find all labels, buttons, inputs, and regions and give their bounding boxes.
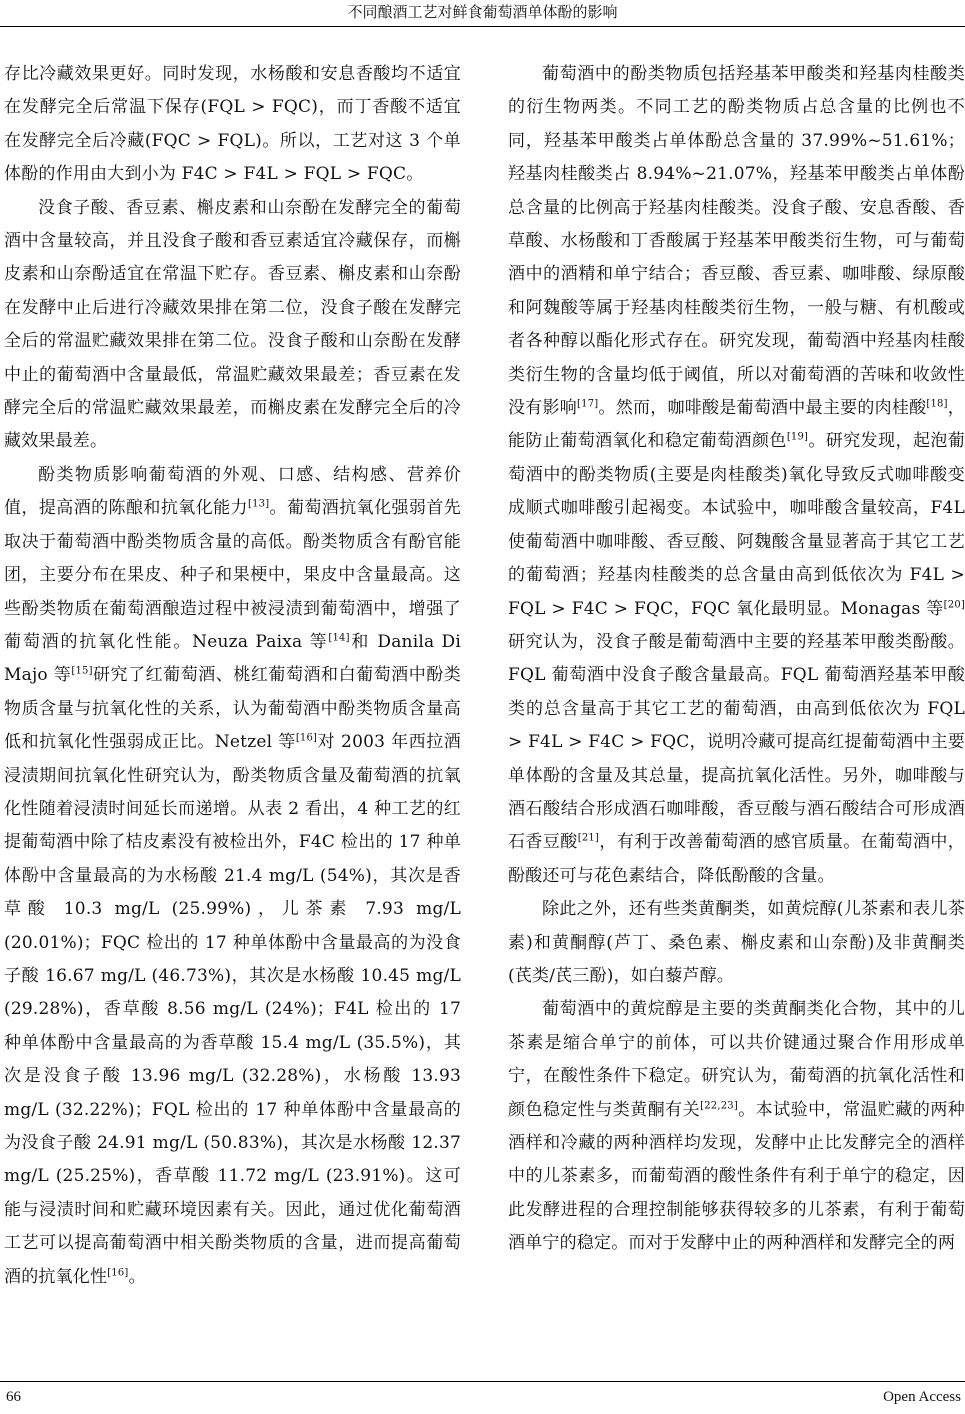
citation-ref: [17]	[577, 398, 599, 410]
paragraph-text: 对 2003 年西拉酒浸渍期间抗氧化性研究认为，酚类物质含量及葡萄酒的抗氧化性随着浸渍时间延长而递增。从表 2 看出，4 种工艺的红提葡萄酒中除了桔皮素没有被检出外，F4C 检出的 17 种单体酚中含量最高的为水杨酸 21.4 mg/L (54%)，其次是香草酸 10.3 mg/L (25.99%)，儿茶素 7.93 mg/L (20.01%)；FQC 检出的 17 种单体酚中含量最高的为没食子酸 16.67 mg/L (46.73%)，其次是水杨酸 10.45 mg/L (29.28%)，香草酸 8.56 mg/L (24%)；F4L 检出的 17 种单体酚中含量最高的为香草酸 15.4 mg/L (35.5%)，其次是没食子酸 13.96 mg/L (32.28%)，水杨酸 13.93 mg/L (32.22%)；FQL 检出的 17 种单体酚中含量最高的为没食子酸 24.91 mg/L (50.83%)，其次是水杨酸 12.37 mg/L (25.25%)，香草酸 11.72 mg/L (23.91%)。这可能与浸渍时间和贮藏环境因素有关。因此，通过优化葡萄酒工艺可以提高葡萄酒中相关酚类物质的含量，进而提高葡萄酒的抗氧化性	[4, 732, 462, 1287]
running-header-title: 不同酿酒工艺对鲜食葡萄酒单体酚的影响	[347, 3, 618, 21]
paragraph-text: ，有利于改善葡萄酒的感官质量。在葡萄酒中，酚酸还可与花色素结合，降低酚酸的含量。	[508, 832, 965, 886]
paragraph	[508, 893, 965, 993]
paragraph	[4, 58, 461, 192]
paragraph	[4, 459, 461, 1294]
paragraph-text: 和 Danila Di Majo 等	[4, 631, 461, 686]
citation-ref: [15]	[71, 665, 93, 677]
paragraph	[4, 192, 461, 459]
citation-ref: [20]	[943, 598, 965, 610]
citation-ref: [21]	[577, 832, 600, 844]
paragraph	[508, 58, 965, 893]
citation-ref: [16]	[107, 1266, 129, 1278]
right-column	[508, 58, 965, 1261]
paragraph	[508, 993, 965, 1260]
paragraph-text: 。葡萄酒抗氧化强弱首先取决于葡萄酒中酚类物质含量的高低。酚类物质含有酚官能团，主要分布在果皮、种子和果梗中，果皮中含量最高。这些酚类物质在葡萄酒酿造过程中被浸渍到葡萄酒中，增强了葡萄酒的抗氧化性能。Neuza Paixa 等	[4, 498, 461, 652]
paragraph-text: 酚类物质影响葡萄酒的外观、口感、结构感、营养价值，提高酒的陈酿和抗氧化能力	[4, 464, 461, 519]
citation-ref: [18]	[926, 398, 948, 410]
citation-ref: [19]	[786, 431, 809, 443]
citation-ref: [14]	[328, 632, 350, 644]
paragraph-text: ，能防止葡萄酒氧化和稳定葡萄酒颜色	[508, 398, 965, 452]
paragraph-text: 除此之外，还有些类黄酮类，如黄烷醇(儿茶素和表儿茶素)和黄酮醇(芦丁、桑色素、槲皮素和山奈酚)及非黄酮类(芪类/芪三酚)，如白藜芦醇。	[508, 899, 965, 986]
left-column	[4, 58, 461, 1294]
paragraph-text: 。	[128, 1266, 146, 1287]
paragraph-text: 存比冷藏效果更好。同时发现，水杨酸和安息香酸均不适宜在发酵完全后常温下保存(FQL > FQC)，而丁香酸不适宜在发酵完全后冷藏(FQC > FQL)。所以，工艺对这 3 个单体酚的作用由大到小为 F4C > F4L > FQL > FQC。	[4, 64, 461, 185]
paragraph-text: 葡萄酒中的酚类物质包括羟基苯甲酸类和羟基肉桂酸类的衍生物两类。不同工艺的酚类物质占总含量的比例也不同，羟基苯甲酸类占单体酚总含量的 37.99%~51.61%；羟基肉桂酸类占 8.94%~21.07%，羟基苯甲酸类占单体酚总含量的比例高于羟基肉桂酸类。没食子酸、安息香酸、香草酸、水杨酸和丁香酸属于羟基苯甲酸类衍生物，可与葡萄酒中的酒精和单宁结合；香豆酸、香豆素、咖啡酸、绿原酸和阿魏酸等属于羟基肉桂酸类衍生物，一般与糖、有机酸或者各种醇以酯化形式存在。研究发现，葡萄酒中羟基肉桂酸类衍生物的含量均低于阈值，所以对葡萄酒的苦味和收敛性没有影响	[508, 64, 965, 419]
page-number: 66	[6, 1389, 21, 1405]
paragraph-text: 。然而，咖啡酸是葡萄酒中最主要的肉桂酸	[598, 398, 927, 419]
running-header	[0, 0, 965, 27]
citation-ref: [22,23]	[700, 1099, 738, 1111]
paragraph-text: 研究了红葡萄酒、桃红葡萄酒和白葡萄酒中酚类物质含量与抗氧化性的关系，认为葡萄酒中酚类物质含量高低和抗氧化性强弱成正比。Netzel 等	[4, 665, 462, 753]
citation-ref: [13]	[247, 498, 270, 510]
publisher-label: Open Access	[883, 1389, 961, 1405]
paragraph-text: 。研究发现，起泡葡萄酒中的酚类物质(主要是肉桂酸类)氧化导致反式咖啡酸变成顺式咖啡酸引起褐变。本试验中，咖啡酸含量较高，F4L 使葡萄酒中咖啡酸、香豆酸、阿魏酸含量显著高于其它工艺的葡萄酒；羟基肉桂酸类的总含量由高到低依次为 F4L > FQL > F4C > FQC，FQC 氧化最明显。Monagas 等	[508, 431, 965, 619]
paragraph-text: 。本试验中，常温贮藏的两种酒样和冷藏的两种酒样均发现，发酵中止比发酵完全的酒样中的儿茶素多，而葡萄酒的酸性条件有利于单宁的稳定，因此发酵进程的合理控制能够获得较多的儿茶素，有利于葡萄酒单宁的稳定。而对于发酵中止的两种酒样和发酵完全的两	[508, 1099, 965, 1254]
paragraph-text: 没食子酸、香豆素、槲皮素和山奈酚在发酵完全的葡萄酒中含量较高，并且没食子酸和香豆素适宜冷藏保存，而槲皮素和山奈酚适宜在常温下贮存。香豆素、槲皮素和山奈酚在发酵中止后进行冷藏效果排在第二位，没食子酸在发酵完全后的常温贮藏效果排在第二位。没食子酸和山奈酚在发酵中止的葡萄酒中含量最低，常温贮藏效果最差；香豆素在发酵完全后的常温贮藏效果最差，而槲皮素在发酵完全后的冷藏效果最差。	[4, 197, 461, 452]
page-footer	[0, 1381, 965, 1414]
paragraph-text: 葡萄酒中的黄烷醇是主要的类黄酮类化合物，其中的儿茶素是缩合单宁的前体，可以共价键通过聚合作用形成单宁，在酸性条件下稳定。研究认为，葡萄酒的抗氧化活性和颜色稳定性与类黄酮有关	[508, 999, 965, 1120]
citation-ref: [16]	[295, 732, 318, 744]
paragraph-text: 研究认为，没食子酸是葡萄酒中主要的羟基苯甲酸类酚酸。FQL 葡萄酒中没食子酸含量最高。FQL 葡萄酒羟基苯甲酸类的总含量高于其它工艺的葡萄酒，由高到低依次为 FQL > F4L > F4C > FQC，说明冷藏可提高红提葡萄酒中主要单体酚的含量及其总量，提高抗氧化活性。另外，咖啡酸与酒石酸结合形成酒石咖啡酸，香豆酸与酒石酸结合可形成酒石香豆酸	[508, 631, 965, 853]
